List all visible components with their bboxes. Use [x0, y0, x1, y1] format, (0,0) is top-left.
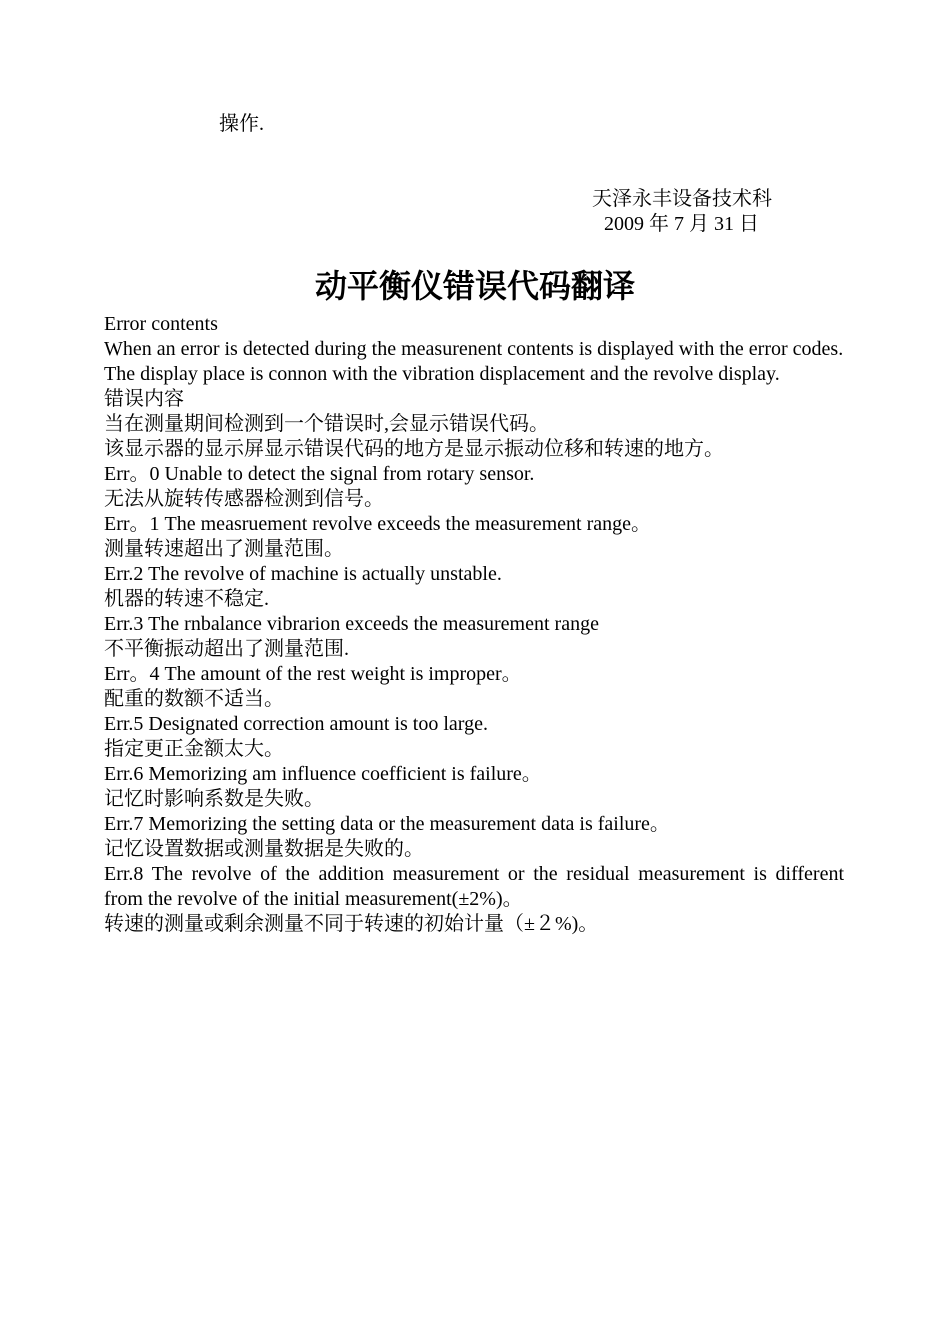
error-item-en: Err.5 Designated correction amount is too large.: [104, 713, 488, 735]
error-item-zh: 指定更正金额太大。: [104, 738, 284, 760]
document-title: 动平衡仪错误代码翻译: [314, 267, 635, 305]
error-item-en: Err.2 The revolve of machine is actually unstable.: [104, 563, 502, 585]
section-heading-zh: 错误内容: [104, 388, 184, 410]
error-item-zh: 转速的测量或剩余测量不同于转速的初始计量（±２%)。: [104, 913, 599, 935]
signature-date: 2009 年 7 月 31 日: [604, 213, 759, 235]
error-item-en: Err。4 The amount of the rest weight is improper。: [104, 663, 522, 685]
signature-block: [592, 187, 772, 237]
error-item-zh: 测量转速超出了测量范围。: [104, 538, 344, 560]
error-item-zh: 记忆设置数据或测量数据是失败的。: [104, 838, 424, 860]
error-item-en: Err.7 Memorizing the setting data or the measurement data is failure。: [104, 813, 670, 835]
section-heading-en: Error contents: [104, 313, 218, 335]
paragraph-en: When an error is detected during the measurenent contents is displayed with the error codes.: [104, 338, 844, 360]
error-item-zh: 记忆时影响系数是失败。: [104, 788, 324, 810]
error-item-en: Err.8 The revolve of the addition measurement or the residual measurement is different from the revolve of the initial measurement(±2%)。: [104, 863, 844, 910]
error-item-zh: 机器的转速不稳定.: [104, 588, 269, 610]
error-item-zh: 不平衡振动超出了测量范围.: [104, 638, 349, 660]
error-item-en: Err。0 Unable to detect the signal from rotary sensor.: [104, 463, 535, 485]
error-item-en: Err.3 The rnbalance vibrarion exceeds the measurement range: [104, 613, 599, 635]
signature-organization: 天泽永丰设备技术科: [592, 188, 772, 210]
error-item-zh: 无法从旋转传感器检测到信号。: [104, 488, 384, 510]
error-item-en: Err.6 Memorizing am influence coefficient is failure。: [104, 763, 542, 785]
error-item-en: Err。1 The measruement revolve exceeds the measurement range。: [104, 513, 651, 535]
intro-fragment: 操作.: [219, 113, 264, 135]
paragraph-zh: 该显示器的显示屏显示错误代码的地方是显示振动位移和转速的地方。: [104, 438, 724, 460]
paragraph-zh: 当在测量期间检测到一个错误时,会显示错误代码。: [104, 413, 549, 435]
document-body: [104, 312, 844, 937]
error-item-zh: 配重的数额不适当。: [104, 688, 284, 710]
paragraph-en: The display place is connon with the vibration displacement and the revolve display.: [104, 363, 780, 385]
